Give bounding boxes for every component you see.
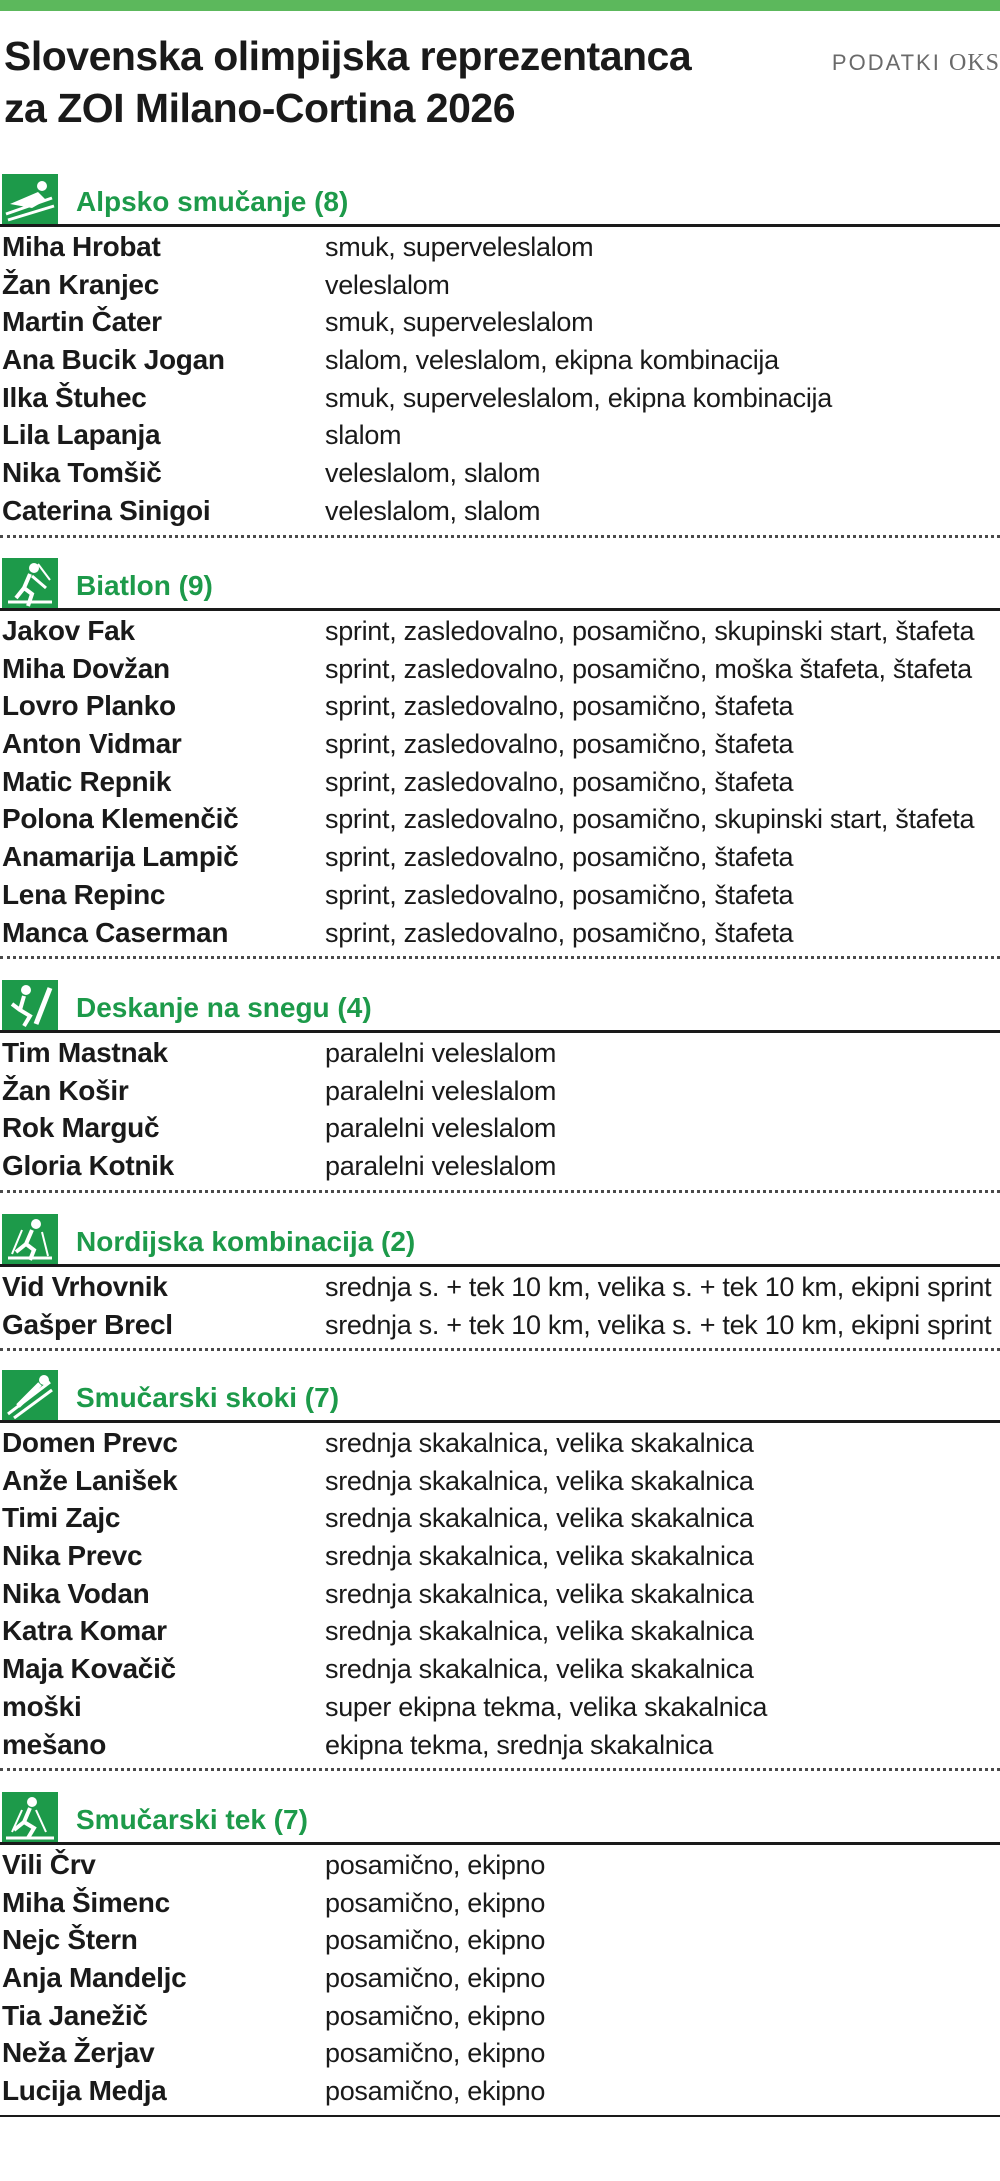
athlete-name: Gašper Brecl <box>2 1308 173 1340</box>
athlete-name: Nejc Štern <box>2 1924 138 1956</box>
title-line-1: Slovenska olimpijska reprezentanca <box>4 33 692 79</box>
athlete-name: Vili Črv <box>2 1849 96 1880</box>
athlete-name: Miha Dovžan <box>2 652 170 684</box>
athlete-name: Rok Marguč <box>2 1112 160 1144</box>
athlete-events: paralelni veleslalom <box>325 1113 557 1144</box>
section-divider <box>0 1182 1000 1193</box>
athlete-name: Žan Košir <box>2 1074 129 1106</box>
athlete-list <box>0 608 1000 951</box>
section-snowboard <box>0 978 1000 1193</box>
athlete-events: srednja skakalnica, velika skakalnica <box>325 1503 754 1534</box>
athlete-events: posamično, ekipno <box>325 2076 546 2107</box>
athlete-list <box>0 1842 1000 2110</box>
athlete-events: posamično, ekipno <box>325 2038 546 2069</box>
biathlon-icon <box>2 558 58 610</box>
athlete-name: moški <box>2 1690 82 1722</box>
athlete-events: veleslalom, slalom <box>325 458 541 489</box>
section-header <box>0 172 1000 224</box>
section-header <box>0 1790 1000 1842</box>
section-title: Alpsko smučanje (8) <box>76 186 349 217</box>
athlete-row <box>0 1034 1000 1072</box>
athlete-row <box>0 228 1000 266</box>
athlete-name: Anže Lanišek <box>2 1464 178 1496</box>
athlete-name: Maja Kovačič <box>2 1653 176 1685</box>
athlete-events: sprint, zasledovalno, posamično, skupinski start, štafeta <box>325 616 975 646</box>
section-divider <box>0 948 1000 959</box>
athlete-events: sprint, zasledovalno, posamično, štafeta <box>325 729 794 760</box>
athlete-row <box>0 454 1000 492</box>
athlete-row <box>0 1688 1000 1726</box>
athlete-events: super ekipna tekma, velika skakalnica <box>325 1691 768 1722</box>
athlete-events: srednja s. + tek 10 km, velika s. + tek 10 km, ekipni sprint <box>325 1309 992 1340</box>
athlete-row <box>0 650 1000 688</box>
athlete-row <box>0 1612 1000 1650</box>
athlete-events: sprint, zasledovalno, posamično, skupinski start, štafeta <box>325 804 975 835</box>
section-biathlon <box>0 556 1000 959</box>
athlete-events: sprint, zasledovalno, posamično, moška štafeta, štafeta <box>325 653 972 684</box>
ski-jumping-icon <box>2 1370 58 1422</box>
snowboard-icon <box>2 980 58 1032</box>
athlete-events: srednja skakalnica, velika skakalnica <box>325 1578 754 1609</box>
athlete-row <box>0 1846 1000 1884</box>
athlete-events: sprint, zasledovalno, posamično, štafeta <box>325 842 794 873</box>
athlete-name: Katra Komar <box>2 1615 167 1647</box>
athlete-row <box>0 800 1000 838</box>
section-title: Deskanje na snegu (4) <box>76 992 372 1023</box>
athlete-name: mešano <box>2 1728 107 1760</box>
athlete-name: Miha Šimenc <box>2 1886 170 1918</box>
athlete-events: veleslalom, slalom <box>325 495 541 526</box>
athlete-events: sprint, zasledovalno, posamično, štafeta <box>325 917 794 948</box>
bottom-rule <box>0 2107 1000 2117</box>
athlete-row <box>0 1726 1000 1764</box>
athlete-row <box>0 1072 1000 1110</box>
athlete-events: posamično, ekipno <box>325 1925 546 1956</box>
athlete-row <box>0 1306 1000 1344</box>
athlete-row <box>0 838 1000 876</box>
athlete-row <box>0 1109 1000 1147</box>
section-header <box>0 978 1000 1030</box>
athlete-events: veleslalom <box>325 269 450 300</box>
title-line-2: za ZOI Milano-Cortina 2026 <box>4 85 515 131</box>
athlete-row <box>0 1537 1000 1575</box>
athlete-name: Nika Tomšič <box>2 457 162 489</box>
athlete-row <box>0 1499 1000 1537</box>
athlete-name: Polona Klemenčič <box>2 803 239 835</box>
athlete-list <box>0 1264 1000 1343</box>
athlete-events: sprint, zasledovalno, posamično, štafeta <box>325 691 794 722</box>
section-divider <box>0 527 1000 538</box>
athlete-row <box>0 1650 1000 1688</box>
section-alpine-skiing <box>0 172 1000 538</box>
athlete-events: paralelni veleslalom <box>325 1151 557 1182</box>
athlete-events: slalom <box>325 420 402 451</box>
athlete-events: paralelni veleslalom <box>325 1075 557 1106</box>
page-title <box>4 30 764 134</box>
athlete-events: srednja skakalnica, velika skakalnica <box>325 1541 754 1572</box>
athlete-name: Nika Vodan <box>2 1577 150 1609</box>
athlete-name: Martin Čater <box>2 306 162 338</box>
section-header <box>0 1212 1000 1264</box>
athlete-events: smuk, superveleslalom <box>325 232 594 262</box>
athlete-row <box>0 687 1000 725</box>
athlete-row <box>0 1268 1000 1306</box>
athlete-row <box>0 763 1000 801</box>
athlete-list <box>0 1420 1000 1763</box>
athlete-row <box>0 612 1000 650</box>
section-title: Smučarski skoki (7) <box>76 1382 340 1413</box>
athlete-events: smuk, superveleslalom, ekipna kombinacija <box>325 382 832 413</box>
athlete-name: Vid Vrhovnik <box>2 1271 168 1302</box>
athlete-row <box>0 303 1000 341</box>
section-title: Biatlon (9) <box>76 570 213 601</box>
athlete-name: Nika Prevc <box>2 1540 143 1572</box>
athlete-row <box>0 1147 1000 1185</box>
athlete-name: Tim Mastnak <box>2 1037 168 1068</box>
athlete-name: Ilka Štuhec <box>2 381 147 413</box>
athlete-events: ekipna tekma, srednja skakalnica <box>325 1729 714 1760</box>
athlete-name: Lucija Medja <box>2 2075 167 2107</box>
athlete-name: Jakov Fak <box>2 615 135 646</box>
section-divider <box>0 1340 1000 1351</box>
athlete-name: Matic Repnik <box>2 765 172 797</box>
section-nordic-combined <box>0 1212 1000 1351</box>
alpine-skiing-icon <box>2 174 58 226</box>
athlete-name: Tia Janežič <box>2 1999 148 2031</box>
section-ski-jumping <box>0 1368 1000 1771</box>
athlete-row <box>0 2072 1000 2110</box>
athlete-list <box>0 224 1000 530</box>
athlete-name: Timi Zajc <box>2 1502 121 1534</box>
athlete-name: Žan Kranjec <box>2 268 159 300</box>
athlete-row <box>0 1424 1000 1462</box>
athlete-events: posamično, ekipno <box>325 1887 546 1918</box>
athlete-name: Neža Žerjav <box>2 2037 155 2069</box>
athlete-events: posamično, ekipno <box>325 2000 546 2031</box>
athlete-row <box>0 725 1000 763</box>
cross-country-skiing-icon <box>2 1792 58 1844</box>
section-divider <box>0 1760 1000 1771</box>
athlete-events: smuk, superveleslalom <box>325 307 594 338</box>
athlete-name: Anamarija Lampič <box>2 841 239 873</box>
athlete-row <box>0 876 1000 914</box>
athlete-row <box>0 492 1000 530</box>
athlete-events: sprint, zasledovalno, posamično, štafeta <box>325 879 794 910</box>
athlete-name: Lovro Planko <box>2 690 176 722</box>
athlete-events: srednja s. + tek 10 km, velika s. + tek 10 km, ekipni sprint <box>325 1272 992 1302</box>
athlete-row <box>0 341 1000 379</box>
section-title: Nordijska kombinacija (2) <box>76 1226 416 1257</box>
athlete-row <box>0 1921 1000 1959</box>
athlete-row <box>0 914 1000 952</box>
athlete-row <box>0 379 1000 417</box>
source-prefix: PODATKI <box>831 50 941 75</box>
athlete-name: Ana Bucik Jogan <box>2 344 225 376</box>
athlete-row <box>0 1575 1000 1613</box>
athlete-name: Anton Vidmar <box>2 728 182 760</box>
athlete-name: Miha Hrobat <box>2 231 161 262</box>
top-accent-bar <box>0 0 1000 11</box>
section-header <box>0 556 1000 608</box>
athlete-events: slalom, veleslalom, ekipna kombinacija <box>325 345 779 376</box>
athlete-name: Lila Lapanja <box>2 419 161 451</box>
section-title: Smučarski tek (7) <box>76 1804 308 1835</box>
athlete-events: sprint, zasledovalno, posamično, štafeta <box>325 766 794 797</box>
athlete-name: Gloria Kotnik <box>2 1150 174 1182</box>
athlete-row <box>0 1884 1000 1922</box>
athlete-events: srednja skakalnica, velika skakalnica <box>325 1654 754 1685</box>
athlete-name: Manca Caserman <box>2 916 229 948</box>
athlete-name: Anja Mandeljc <box>2 1962 187 1994</box>
athlete-events: srednja skakalnica, velika skakalnica <box>325 1428 754 1458</box>
athlete-name: Domen Prevc <box>2 1427 178 1458</box>
nordic-combined-icon <box>2 1214 58 1266</box>
athlete-events: srednja skakalnica, velika skakalnica <box>325 1465 754 1496</box>
athlete-row <box>0 1997 1000 2035</box>
athlete-row <box>0 2034 1000 2072</box>
athlete-row <box>0 266 1000 304</box>
athlete-row <box>0 1959 1000 1997</box>
athlete-events: paralelni veleslalom <box>325 1038 557 1068</box>
athlete-list <box>0 1030 1000 1185</box>
athlete-events: posamično, ekipno <box>325 1850 546 1880</box>
data-source <box>832 50 1000 77</box>
athlete-name: Caterina Sinigoi <box>2 494 211 526</box>
athlete-name: Lena Repinc <box>2 878 166 910</box>
section-cross-country-skiing <box>0 1790 1000 2117</box>
athlete-events: posamično, ekipno <box>325 1963 546 1994</box>
athlete-events: srednja skakalnica, velika skakalnica <box>325 1616 754 1647</box>
athlete-row <box>0 1462 1000 1500</box>
source-org: OKS <box>948 50 1000 76</box>
section-header <box>0 1368 1000 1420</box>
athlete-row <box>0 416 1000 454</box>
